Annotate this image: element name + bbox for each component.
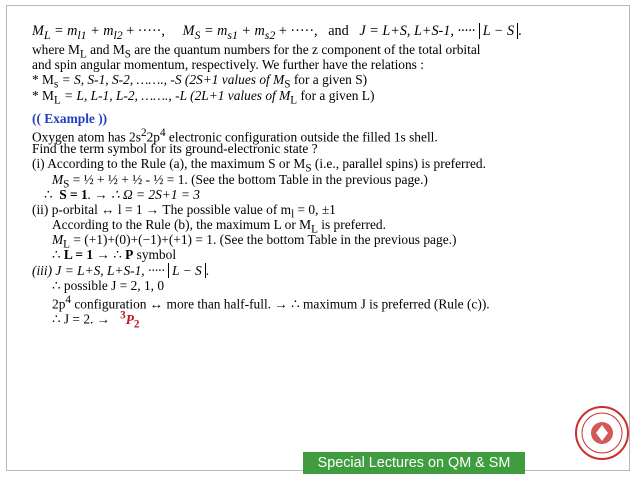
possible-j: ∴ possible J = 2, 1, 0	[52, 277, 165, 293]
definition-line-2: and spin angular momentum, respectively. We further have the relations :	[32, 57, 424, 73]
relation-ms: * $M_s = S$, S-1, S-2, ……., -S (2S+1 values of $M_S$ for a given S)	[32, 72, 368, 92]
l-result: ∴ L = 1 → ∴ P symbol	[52, 247, 177, 263]
ml-symbol: $M_L = m_{l1} + m_{l2}$	[32, 23, 123, 42]
s-result: ∴ S = 1. → ∴ Ω = 2S+1 = 3	[44, 186, 200, 202]
configuration-line: $2p^4$ configuration ↔ more than half-full. → ∴ maximum J is preferred (Rule (c)).	[52, 294, 490, 312]
definition-line-1: where $M_L$ and $M_S$ are the quantum numbers for the z component of the total orbital	[32, 42, 481, 61]
rule-b: According to the Rule (b), the maximum L or $M_L$ is preferred.	[52, 217, 386, 236]
example-heading: (( Example ))	[32, 110, 108, 126]
footer-banner: Special Lectures on QM & SM	[303, 452, 525, 474]
j-series: J = L+S, L+S-1, ·····	[359, 23, 476, 39]
step-i: (i) According to the Rule (a), the maximum S or $M_S$ (i.e., parallel spins) is preferred.	[32, 156, 486, 175]
ms-calculation: $M_S$ = ½ + ½ + ½ - ½ = 1. (See the bottom Table in the previous page.)	[52, 171, 428, 191]
slide-content	[32, 20, 624, 331]
and-word: and	[328, 23, 349, 39]
abs-l-minus-s: L − S	[479, 23, 518, 39]
final-term: ∴ J = 2. → $^3P_2$	[52, 309, 140, 331]
term-symbol: $^3P_2$	[120, 309, 140, 331]
header-equations: $M_L = m_{l1} + m_{l2}$ + ·····, $M_S = m_{s1} + m_{s2}$ + ·····, and J = L+S, L+S-1, ····· L − S .	[32, 23, 522, 42]
step-ii: (ii) p-orbital ↔ l = 1 → The possible value of $m_l = 0$, ±1	[32, 201, 336, 221]
spacer	[32, 103, 624, 111]
example-line-1: Oxygen atom has $2s^22p^4$ electronic configuration outside the filled 1s shell.	[32, 126, 438, 145]
university-seal-icon	[574, 405, 630, 461]
ms-symbol: $M_S = m_{s1} + m_{s2}$	[182, 23, 276, 42]
relation-ml: * $M_L = L$, L-1, L-2, ……., -L (2L+1 values of $M_L$ for a given L)	[32, 87, 375, 107]
example-line-2: Find the term symbol for its ground-electronic state ?	[32, 141, 318, 157]
step-iii: (iii) J = L+S, L+S-1, ····· L − S .	[32, 262, 210, 278]
ml-calculation: $M_L = (+1)+(0)+(-1)+(+1) = 1$. (See the bottom Table in the previous page.)	[52, 232, 457, 251]
